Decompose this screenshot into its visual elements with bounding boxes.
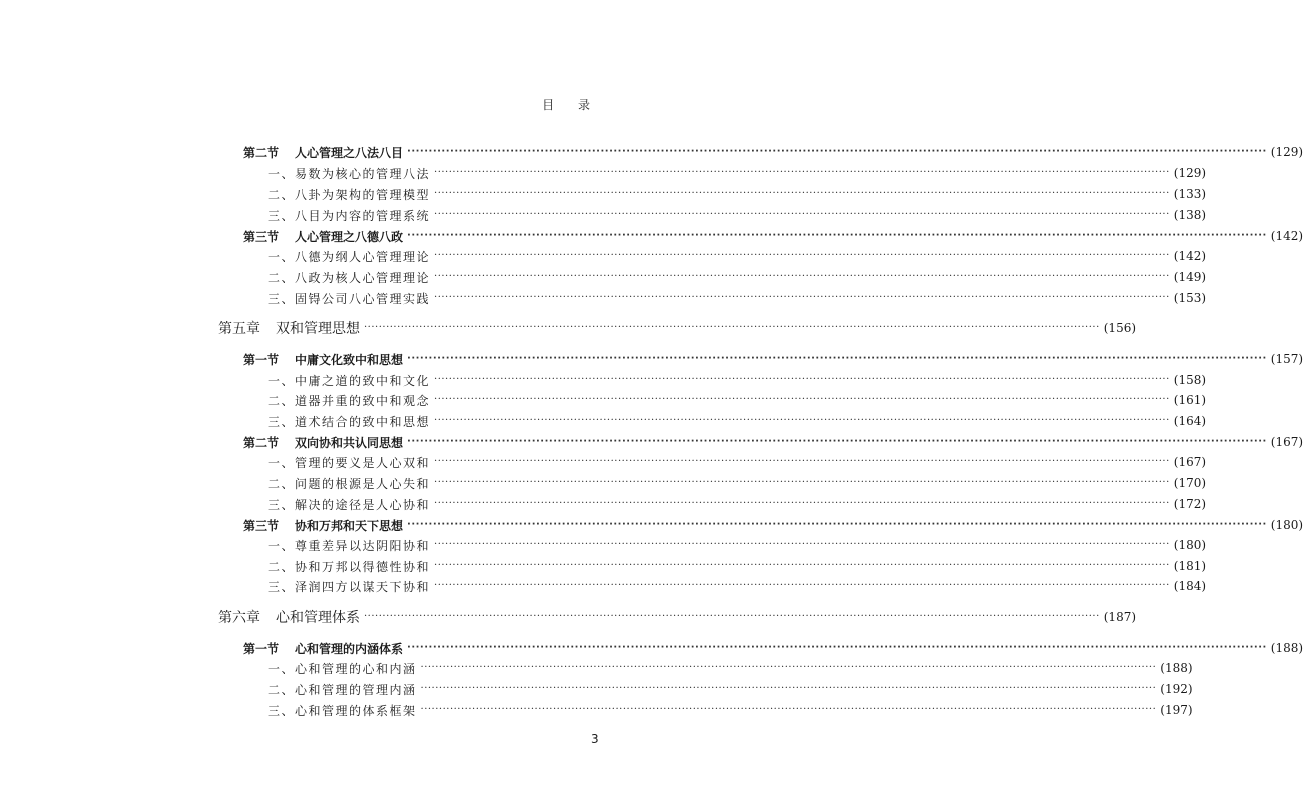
item-heading: 二、道器并重的致中和观念	[268, 393, 431, 408]
section-title	[243, 434, 403, 451]
item-entry	[268, 390, 1207, 410]
page-reference: (142)	[1270, 229, 1303, 243]
section-entry	[243, 226, 1303, 246]
section-heading: 双向协和共认同思想	[295, 435, 404, 450]
item-entry	[268, 246, 1207, 266]
section-heading: 中庸文化致中和思想	[295, 352, 404, 367]
section-title	[243, 517, 403, 534]
item-title	[268, 165, 430, 182]
page-reference: (180)	[1173, 538, 1207, 552]
dot-leader: ········································································································································································································	[434, 560, 1170, 571]
item-heading: 二、八政为核人心管理理论	[268, 270, 431, 285]
item-entry	[268, 658, 1193, 678]
item-heading: 一、管理的要义是人心双和	[268, 455, 431, 470]
section-number: 第二节	[243, 435, 280, 450]
dot-leader: ········································································································································································································	[434, 415, 1170, 426]
item-entry	[268, 184, 1207, 204]
item-heading: 三、泽润四方以谋天下协和	[268, 579, 431, 594]
page-reference: (167)	[1173, 455, 1207, 469]
item-heading: 二、心和管理的管理内涵	[268, 682, 417, 697]
section-heading: 人心管理之八德八政	[295, 229, 404, 244]
page-reference: (156)	[1103, 321, 1137, 335]
section-entry	[243, 638, 1303, 658]
section-title	[243, 228, 403, 245]
page-reference: (158)	[1173, 373, 1207, 387]
dot-leader: ········································································································································································································	[434, 374, 1170, 385]
item-entry	[268, 679, 1193, 699]
dot-leader: ········································································································································································································	[407, 436, 1267, 447]
item-heading: 三、固锝公司八心管理实践	[268, 291, 431, 306]
item-title	[268, 372, 430, 389]
chapter-number: 第六章	[218, 610, 260, 626]
dot-leader: ········································································································································································································	[407, 230, 1267, 241]
page-reference: (170)	[1173, 476, 1207, 490]
item-title	[268, 248, 430, 265]
item-entry	[268, 473, 1207, 493]
page-reference: (138)	[1173, 208, 1207, 222]
item-entry	[268, 205, 1207, 225]
section-heading: 人心管理之八法八目	[295, 145, 404, 160]
item-heading: 三、八目为内容的管理系统	[268, 208, 431, 223]
item-heading: 一、易数为核心的管理八法	[268, 166, 431, 181]
page-reference: (188)	[1270, 641, 1303, 655]
dot-leader: ········································································································································································································	[364, 322, 1100, 333]
page-reference: (133)	[1173, 187, 1207, 201]
page-reference: (149)	[1173, 270, 1207, 284]
item-title	[268, 475, 430, 492]
section-entry	[243, 432, 1303, 452]
page-reference: (167)	[1270, 435, 1303, 449]
dot-leader: ········································································································································································································	[434, 188, 1170, 199]
dot-leader: ········································································································································································································	[434, 394, 1170, 405]
dot-leader: ········································································································································································································	[364, 611, 1100, 622]
page-reference: (161)	[1173, 393, 1207, 407]
item-entry	[268, 163, 1207, 183]
section-number: 第一节	[243, 641, 280, 656]
item-entry	[268, 267, 1207, 287]
item-title	[268, 537, 430, 554]
item-heading: 一、八德为纲人心管理理论	[268, 249, 431, 264]
item-title	[268, 207, 430, 224]
chapter-title	[218, 318, 360, 338]
item-title	[268, 558, 430, 575]
dot-leader: ········································································································································································································	[420, 683, 1157, 694]
dot-leader: ········································································································································································································	[434, 209, 1170, 220]
item-title	[268, 660, 417, 677]
section-number: 第三节	[243, 229, 280, 244]
item-heading: 二、协和万邦以得德性协和	[268, 559, 431, 574]
dot-leader: ········································································································································································································	[434, 167, 1170, 178]
chapter-entry	[218, 607, 1137, 627]
page-reference: (188)	[1160, 661, 1193, 675]
page-reference: (142)	[1173, 249, 1207, 263]
dot-leader: ········································································································································································································	[434, 292, 1170, 303]
chapter-heading: 双和管理思想	[276, 321, 360, 337]
page-reference: (184)	[1173, 579, 1207, 593]
section-title	[243, 144, 403, 161]
item-title	[268, 702, 417, 719]
item-heading: 三、解决的途径是人心协和	[268, 497, 431, 512]
item-entry	[268, 452, 1207, 472]
item-title	[268, 454, 430, 471]
page-reference: (129)	[1173, 166, 1207, 180]
item-entry	[268, 370, 1207, 390]
page-reference: (164)	[1173, 414, 1207, 428]
item-entry	[268, 535, 1207, 555]
dot-leader: ········································································································································································································	[434, 271, 1170, 282]
dot-leader: ········································································································································································································	[407, 642, 1267, 653]
section-entry	[243, 515, 1303, 535]
item-title	[268, 269, 430, 286]
dot-leader: ········································································································································································································	[434, 539, 1170, 550]
section-heading: 心和管理的内涵体系	[295, 641, 404, 656]
dot-leader: ········································································································································································································	[407, 146, 1267, 157]
item-heading: 一、中庸之道的致中和文化	[268, 373, 431, 388]
page-reference: (197)	[1160, 703, 1193, 717]
item-title	[268, 392, 430, 409]
page-reference: (187)	[1103, 610, 1137, 624]
item-heading: 一、心和管理的心和内涵	[268, 661, 417, 676]
page-reference: (181)	[1173, 559, 1207, 573]
item-heading: 三、道术结合的致中和思想	[268, 414, 431, 429]
item-title	[268, 578, 430, 595]
item-entry	[268, 494, 1207, 514]
dot-leader: ········································································································································································································	[420, 662, 1157, 673]
section-entry	[243, 142, 1303, 162]
page-reference: (192)	[1160, 682, 1193, 696]
dot-leader: ········································································································································································································	[434, 477, 1170, 488]
dot-leader: ········································································································································································································	[420, 704, 1157, 715]
item-title	[268, 496, 430, 513]
section-title	[243, 640, 403, 657]
chapter-entry	[218, 318, 1137, 338]
section-number: 第三节	[243, 518, 280, 533]
page-reference: (129)	[1270, 145, 1303, 159]
item-entry	[268, 411, 1207, 431]
section-title	[243, 351, 403, 368]
item-title	[268, 681, 417, 698]
section-heading: 协和万邦和天下思想	[295, 518, 404, 533]
page-reference: (172)	[1173, 497, 1207, 511]
chapter-number: 第五章	[218, 321, 260, 337]
item-heading: 二、问题的根源是人心失和	[268, 476, 431, 491]
dot-leader: ········································································································································································································	[434, 498, 1170, 509]
item-entry	[268, 556, 1207, 576]
item-title	[268, 186, 430, 203]
item-entry	[268, 288, 1207, 308]
running-header: 目 录	[542, 98, 600, 112]
dot-leader: ········································································································································································································	[434, 250, 1170, 261]
item-entry	[268, 700, 1193, 720]
dot-leader: ········································································································································································································	[434, 580, 1170, 591]
section-number: 第一节	[243, 352, 280, 367]
dot-leader: ········································································································································································································	[434, 456, 1170, 467]
item-heading: 三、心和管理的体系框架	[268, 703, 417, 718]
item-heading: 二、八卦为架构的管理模型	[268, 187, 431, 202]
item-title	[268, 413, 430, 430]
section-entry	[243, 349, 1303, 369]
dot-leader: ········································································································································································································	[407, 519, 1267, 530]
item-heading: 一、尊重差异以达阴阳协和	[268, 538, 431, 553]
item-title	[268, 290, 430, 307]
page-number: 3	[591, 732, 599, 746]
item-entry	[268, 576, 1207, 596]
section-number: 第二节	[243, 145, 280, 160]
page-reference: (153)	[1173, 291, 1207, 305]
page-reference: (157)	[1270, 352, 1303, 366]
chapter-title	[218, 607, 360, 627]
chapter-heading: 心和管理体系	[276, 610, 360, 626]
dot-leader: ········································································································································································································	[407, 353, 1267, 364]
page-reference: (180)	[1270, 518, 1303, 532]
